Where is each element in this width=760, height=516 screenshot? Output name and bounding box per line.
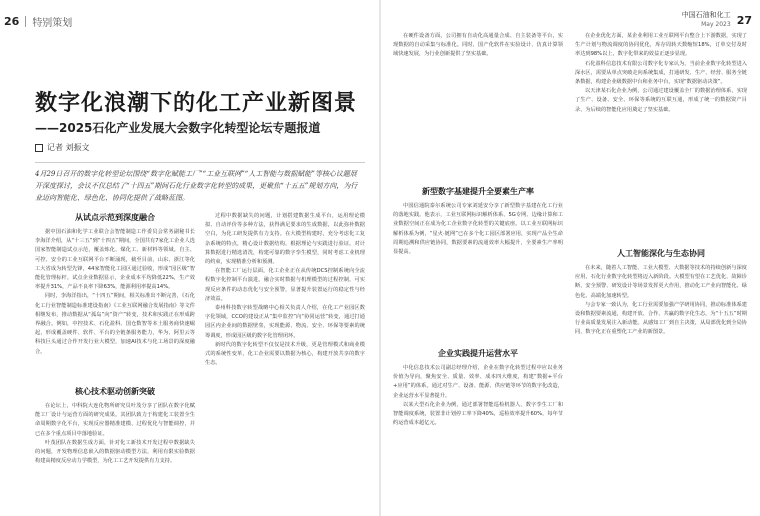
right-page-number: 27 <box>736 13 752 27</box>
issue-date: May 2023 <box>701 21 731 28</box>
body-column-4-bottom <box>575 264 747 506</box>
article-author <box>35 142 90 153</box>
paragraph: 过程中数据缺失的问题，计划搭建数据生成平台，运用理论模拟、自动评价等多种方法，获得满足要求的生成数据，以此弥补数据空白，为化工研发提供有力支持。在大模型构建时，充分考虑化工复杂系统的特点，精心设计数据结构，根据理论与实践进行验证。对计算数据进行精选清洗，构建可靠的数字孪生模型，同时考虑工业机理的约束，实现精准分析和预测。 <box>205 213 365 266</box>
paragraph: 以天津某石化企业为例，公司通过建设覆盖全厂的数据治理体系，实现了生产、设备、安全、环保等系统的互联互通，形成了统一的数据资产目录，为后续的智能化应用奠定了坚实基础。 <box>575 88 747 113</box>
paragraph: 与会专家一致认为，化工行业需要加强产学研用协同，推动标准体系建设和数据要素流通，构建开放、合作、共赢的数字化生态，为“十五五”时期行业高质量发展注入新动能。从感知工厂到自主决策，从局部优化到全局协同，数字化正在重塑化工产业的新图景。 <box>575 301 747 336</box>
body-column-2 <box>205 212 365 506</box>
section-heading-2: 核心技术驱动创新突破 <box>75 387 155 396</box>
header-separator <box>25 16 26 27</box>
author-box-icon <box>35 144 43 152</box>
paragraph: 在企业优化方面，某企业利用工业互联网平台整合上下游数据，实现了生产计划与物流调度的协同优化，库存周转天数缩短18%，订单交付及时率达到98%以上，数字化带来的效益正逐步显现。 <box>575 33 747 58</box>
paragraph: 新时代的数字化转型不仅仅是技术升级，更是管理模式和商业模式的系统性变革，化工企业需要以数据为核心，构建开放共享的数字生态。 <box>205 341 365 367</box>
left-page-header <box>4 12 72 30</box>
paragraph: 石化盈科信息技术有限公司数字化专家认为，当前企业数字化转型进入深水区，需要从单点突破走向系统集成，打通研发、生产、经营、服务全链条数据，构建企业级数据中台和业务中台，实现“数据驱动决策”。 <box>575 60 747 86</box>
paragraph: 泰州科技数字转型战略中心相关负责人介绍，在化工产业园区数字化领域，CCO的建设正从“集中监控”向“协同运营”转变，通过打通园区内企业间的数据壁垒，实现能源、物流、安全、环保等要素的统筹调度，形成园区级的数字化管理闭环。 <box>205 305 365 339</box>
paragraph: 同时，李海洋指出，“十四五”期间，相关标准出不断完善，《石化化工行业智能制造标准建设指南》《工业互联网融合发展指南》等文件相继发布，推动数据从“孤岛”向“资产”转变，技术和实践正在形成跨界融合。例如，中控技术、石化盈科、国仓数智等本土服务商快速崛起，形成覆盖硬件、软件、平台的全链条服务能力，华为、阿里云等科技巨头通过合作开发行业大模型，加速AI技术与化工场景的深度融合。 <box>35 293 195 355</box>
body-column-3-top <box>393 32 563 180</box>
body-column-3-middle <box>393 202 563 342</box>
right-page-header <box>682 10 752 30</box>
body-column-1-bottom <box>35 402 195 506</box>
paragraph: 中国信通院泰尔系统公司专家刘延安分享了新型数字基建在化工行业的落地实践。他表示，工业互联网标识解析体系、5G专网、边缘计算和工业数据空间正在成为化工企业数字化转型的关键底座。以工业互联网标识解析体系为例，“星火·链网”已在多个化工园区部署应用，实现产品全生命周期追溯和供应链协同，数据要素的流通效率大幅提升，全要素生产率明显提高。 <box>393 203 563 256</box>
paragraph: 在硬件设备方面，公司拥有自动化高通量合成、自主装备等平台，实现数据的自动采集与标准化。同时，国产化软件在实验设计、仿真计算领域快速发展，为行业创新提供了坚实基础。 <box>393 33 563 58</box>
article-subtitle: ——2025石化产业发展大会数字化转型论坛专题报道 <box>35 121 321 135</box>
column-name: 特别策划 <box>32 17 73 29</box>
paragraph: 以某大型石化企业为例，通过部署智能巡检机器人、数字孪生工厂和智能调度系统，装置非计划停工率下降40%，巡检效率提升60%，每年节约运营成本超亿元。 <box>393 401 563 427</box>
body-column-3-bottom <box>393 364 563 506</box>
paragraph: 在智能工厂运行层面，化工企业正在从传统DCS控制系统向全流程数字化控制平台演进。融合实时数据与机理模型的过程控制，可实现反应条件的动态优化与安全预警，显著提升装置运行的稳定性与经济效益。 <box>205 268 365 302</box>
section-heading-5: 人工智能深化与生态协同 <box>617 249 705 258</box>
left-page-number: 26 <box>4 14 20 28</box>
body-column-4-top <box>575 32 747 242</box>
section-heading-1: 从试点示范到深度融合 <box>75 213 155 222</box>
section-heading-4: 企业实践提升运营水平 <box>438 349 518 358</box>
article-lead: 4月29日召开的数字化转型论坛围绕“数字化赋能工厂”“工业互联网”“人工智能与数据赋能”等核心议题展开深度探讨，会议不仅总结了“十四五”期间石化行业数字化转型的成果，更聚焦“十五五”规划方向，为行业迈向智能化、绿色化、协同化提供了战略蓝图。 <box>35 170 358 202</box>
magazine-title: 中国石油和化工 <box>681 11 731 19</box>
paragraph: 在未来，随着人工智能、工业大模型、大数据等技术的持续创新与深度应用，石化行业数字化转型将迈入新阶段。大模型有望在工艺优化、故障诊断、安全预警、研发设计等场景发挥更大作用，推动化工产业向智能化、绿色化、高端化加速转型。 <box>575 265 747 299</box>
page-gutter <box>379 0 381 516</box>
author-name: 记者 刘振文 <box>47 143 90 152</box>
paragraph: 中化信息技术公司副总经理介绍，企业在数字化转型过程中应以业务价值为导向，聚焦安全、质量、效率、成本四大维度，构建“数据+平台+应用”的体系。通过对生产、设备、能源、供应链等环节的数字化改造，企业运营水平显著提升。 <box>393 365 563 399</box>
magazine-masthead <box>682 10 731 30</box>
paragraph: 在论坛上，中科院大连化物所研究员叶茂分享了团队在数字化赋能工厂设计与运营方面的研究成果。其团队致力于构建化工装置全生命周期数字化平台，实现反应器精准建模、过程优化与智能调控，并已在多个重点项目中落地验证。 <box>35 403 195 437</box>
title-divider <box>35 162 365 163</box>
paragraph: 据中国石油和化学工业联合会智能制造工作委员会常务副秘书长李海洋介绍，从“十三五”到“十四五”期间，全国共有7家化工企业人选国家智能制造试点示范，覆盖炼化、煤化工、新材料等领域。自主、可控、安全的工业互联网平台不断涌现，截至目前，山东、浙江等化工大省成为转型先锋，44家智能化工园区通过验收，形成“园区级”智能化管理标杆。试点企业数据显示，企业成本平均降低22%，生产效率提升31%，产品不良率下降63%，能源利用率提高14%。 <box>35 229 195 291</box>
paragraph: 叶茂团队在数据生成方面，针对化工新技术开发过程中数据缺失的问题，开发物理信息嵌入的数据驱动模型方法，利用有限实验数据构建高精度反应动力学模型，为化工工艺开发提供有力支持。 <box>35 439 195 465</box>
body-column-1-top <box>35 228 195 380</box>
article-title: 数字化浪潮下的化工产业新图景 <box>35 91 358 116</box>
section-heading-3: 新型数字基建提升全要素生产率 <box>422 187 534 196</box>
